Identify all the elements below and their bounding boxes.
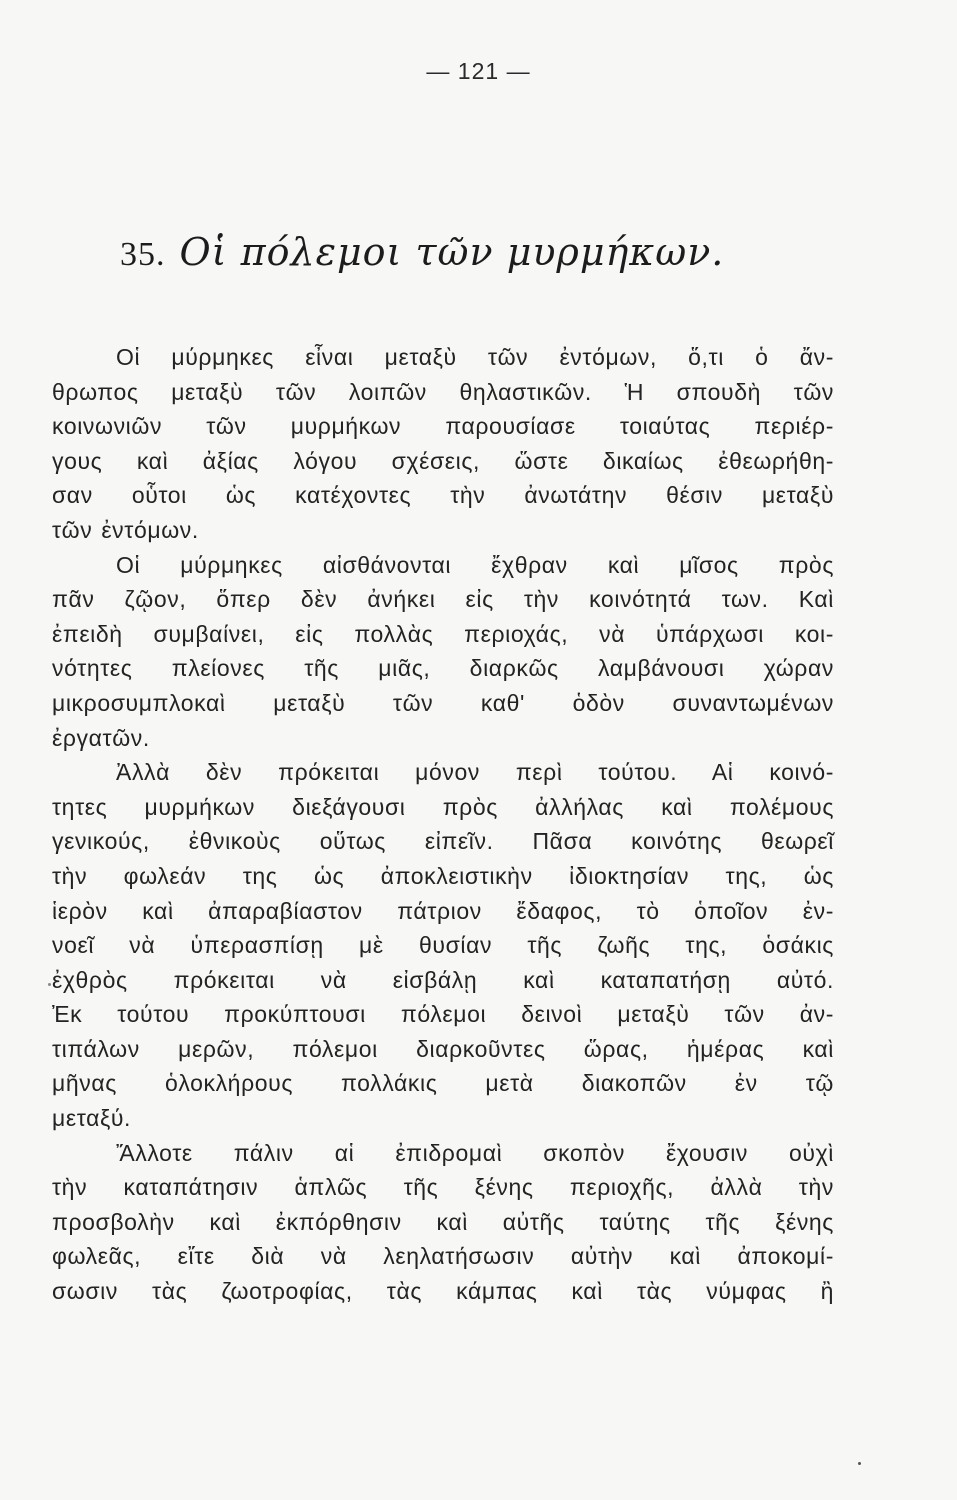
text-line: τητες μυρμήκων διεξάγουσι πρὸς ἀλλήλας καὶ πολέμους bbox=[52, 793, 834, 820]
text-line: προσβολὴν καὶ ἐκπόρθησιν καὶ αὐτῆς ταύτης τῆς ξένης bbox=[52, 1208, 834, 1235]
text-line: σαν οὗτοι ὡς κατέχοντες τὴν ἀνωτάτην θέσιν μεταξὺ bbox=[52, 482, 834, 509]
paragraph-3 bbox=[52, 755, 834, 1136]
text-line: νοεῖ νὰ ὑπερασπίσῃ μὲ θυσίαν τῆς ζωῆς της, ὁσάκις bbox=[52, 932, 834, 959]
text-line: τὴν φωλεάν της ὡς ἀποκλειστικὴν ἰδιοκτησίαν της, ὡς bbox=[52, 862, 834, 889]
text-line: Ἄλλοτε πάλιν αἱ ἐπιδρομαὶ σκοπὸν ἔχουσιν οὐχὶ bbox=[116, 1139, 834, 1166]
chapter-title bbox=[120, 230, 840, 290]
scan-speck bbox=[858, 1462, 861, 1465]
body-text bbox=[52, 340, 834, 1309]
text-line: τιπάλων μερῶν, πόλεμοι διαρκοῦντες ὥρας, ἡμέρας καὶ bbox=[52, 1035, 834, 1062]
text-line: γενικούς, ἐθνικοὺς οὕτως εἰπεῖν. Πᾶσα κοινότης θεωρεῖ bbox=[52, 828, 834, 855]
paragraph-4 bbox=[52, 1136, 834, 1309]
text-line: κοινωνιῶν τῶν μυρμήκων παρουσίασε τοιαύτας περιέρ- bbox=[52, 413, 834, 440]
text-line: ἐχθρὸς πρόκειται νὰ εἰσβάλῃ καὶ καταπατήσῃ αὐτό. bbox=[52, 966, 834, 993]
text-line: μικροσυμπλοκαὶ μεταξὺ τῶν καθ' ὁδὸν συναντωμένων bbox=[52, 689, 834, 716]
scan-speck bbox=[48, 983, 51, 986]
page-number: — 121 — bbox=[426, 58, 531, 84]
text-line: ἱερὸν καὶ ἀπαραβίαστον πάτριον ἔδαφος, τὸ ὁποῖον ἐν- bbox=[52, 897, 834, 924]
text-line: ἐργατῶν. bbox=[52, 724, 150, 751]
text-line: νότητες πλείονες τῆς μιᾶς, διαρκῶς λαμβάνουσι χώραν bbox=[52, 655, 834, 682]
text-line: ἐπειδὴ συμβαίνει, εἰς πολλὰς περιοχάς, νὰ ὑπάρχωσι κοι- bbox=[52, 620, 834, 647]
paragraph-2 bbox=[52, 548, 834, 756]
text-line: θρωπος μεταξὺ τῶν λοιπῶν θηλαστικῶν. Ἡ σπουδὴ τῶν bbox=[52, 378, 834, 405]
text-line: γους καὶ ἀξίας λόγου σχέσεις, ὥστε δικαίως ἐθεωρήθη- bbox=[52, 447, 834, 474]
text-line: Ἀλλὰ δὲν πρόκειται μόνον περὶ τούτου. Αἱ κοινό- bbox=[116, 759, 834, 786]
chapter-number: 35. bbox=[120, 236, 166, 273]
text-line: τῶν ἐντόμων. bbox=[52, 516, 199, 543]
text-line: μῆνας ὁλοκλήρους πολλάκις μετὰ διακοπῶν ἐν τῷ bbox=[52, 1070, 834, 1097]
text-line: Οἱ μύρμηκες εἶναι μεταξὺ τῶν ἐντόμων, ὅ,τι ὁ ἄν- bbox=[116, 344, 834, 370]
text-line: Οἱ μύρμηκες αἰσθάνονται ἔχθραν καὶ μῖσος πρὸς bbox=[116, 551, 834, 578]
text-line: τὴν καταπάτησιν ἁπλῶς τῆς ξένης περιοχῆς, ἀλλὰ τὴν bbox=[52, 1174, 834, 1201]
chapter-heading: Οἱ πόλεμοι τῶν μυρμήκων. bbox=[179, 230, 725, 274]
text-line: Ἐκ τούτου προκύπτουσι πόλεμοι δεινοὶ μεταξὺ τῶν ἀν- bbox=[52, 1001, 834, 1028]
paragraph-1 bbox=[52, 340, 834, 548]
text-line: πᾶν ζῷον, ὅπερ δὲν ἀνήκει εἰς τὴν κοινότητά των. Καὶ bbox=[52, 586, 834, 613]
text-line: σωσιν τὰς ζωοτροφίας, τὰς κάμπας καὶ τὰς νύμφας ἢ bbox=[52, 1278, 834, 1305]
text-line: μεταξύ. bbox=[52, 1105, 132, 1132]
text-line: φωλεᾶς, εἴτε διὰ νὰ λεηλατήσωσιν αὐτὴν καὶ ἀποκομί- bbox=[52, 1243, 834, 1270]
